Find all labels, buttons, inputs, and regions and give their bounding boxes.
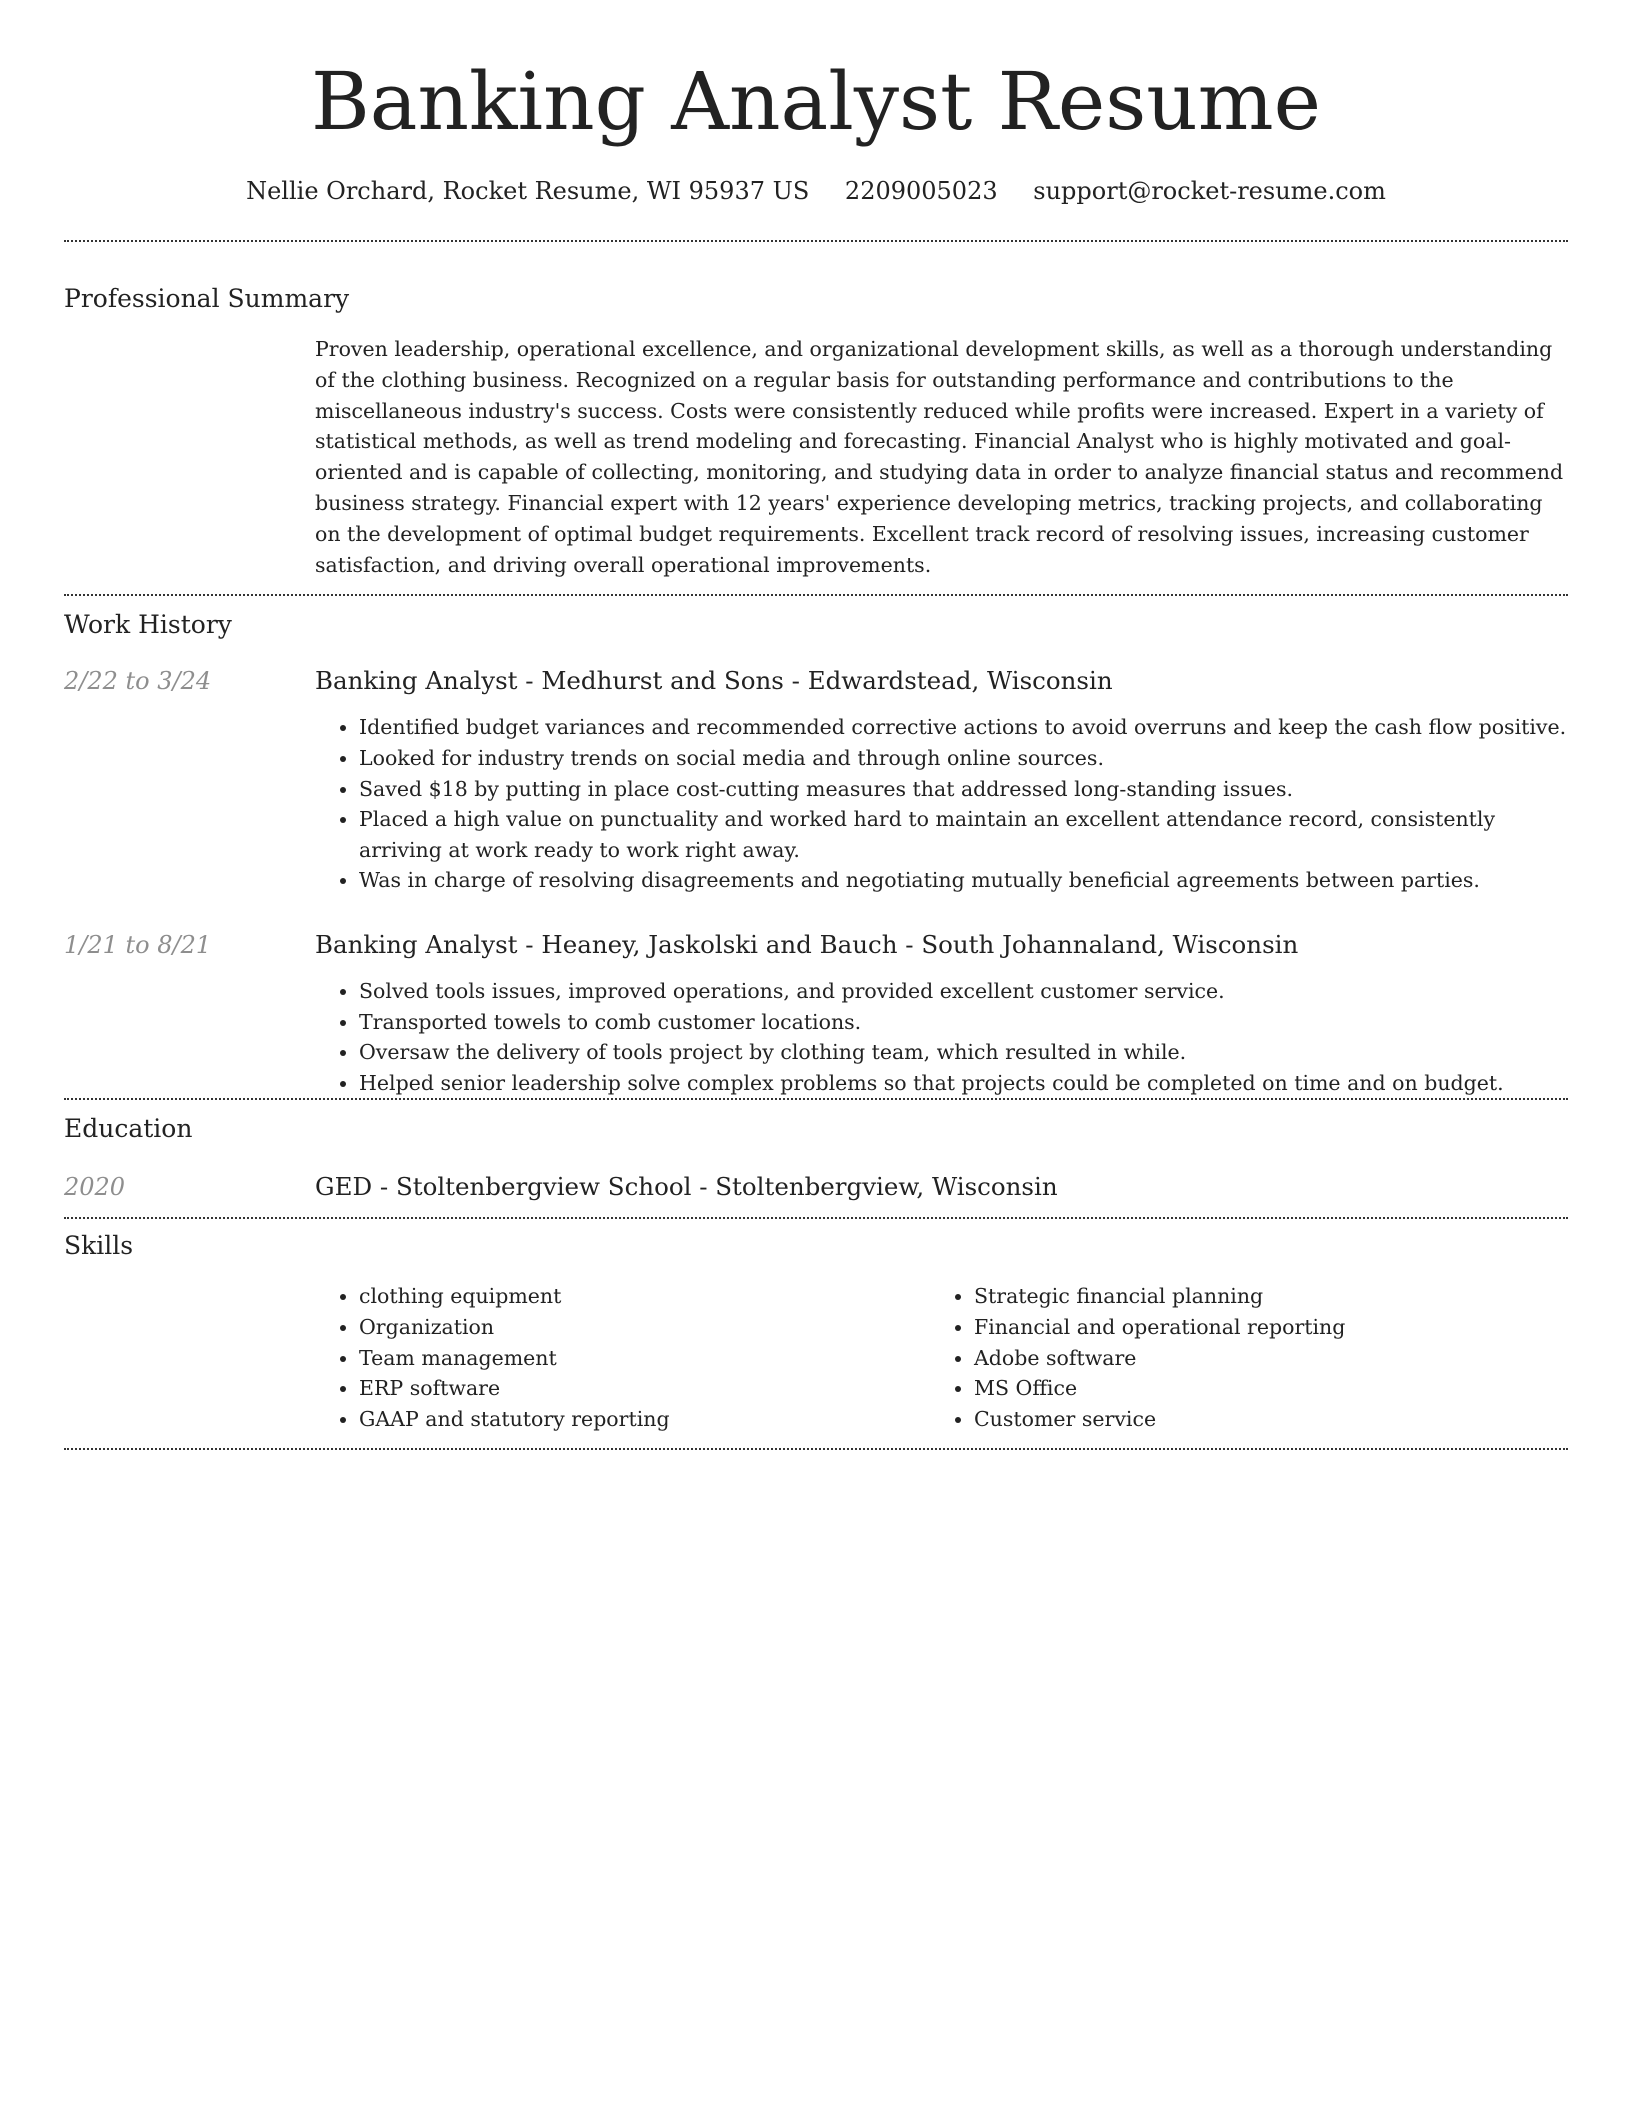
job-bullet: • Transported towels to comb customer locations.: [359, 1007, 1568, 1038]
job-bullet: • Identified budget variances and recommended corrective actions to avoid overruns and keep the cash flow positive.: [359, 712, 1568, 743]
resume-page: [64, 0, 1568, 1450]
job-title: Banking Analyst - Heaney, Jaskolski and Bauch - South Johannaland, Wisconsin: [315, 929, 1299, 959]
skill-item: • Team management: [359, 1343, 930, 1374]
skills-list-right: [930, 1281, 1345, 1434]
job-bullet: • Placed a high value on punctuality and worked hard to maintain an excellent attendance record, consistently arriving at work ready to work right away.: [359, 804, 1568, 865]
section-divider: [64, 1217, 1568, 1219]
summary-section: [64, 282, 1568, 594]
job-entry: [64, 928, 1568, 1098]
section-divider: [64, 1098, 1568, 1100]
job-bullets: [315, 976, 1568, 1098]
job-entry: [64, 664, 1568, 896]
summary-text: Proven leadership, operational excellence, and organizational development skills, as well as a thorough understanding of the clothing business. Recognized on a regular basis for outstanding performance and contributions to the miscellaneous industry's success. Costs were consistently reduced while profits were increased. Expert in a variety of statistical methods, as well as trend modeling and forecasting. Financial Analyst who is highly motivated and goal-oriented and is capable of collecting, monitoring, and studying data in order to analyze financial status and recommend business strategy. Financial expert with 12 years' experience developing metrics, tracking projects, and collaborating on the development of optimal budget requirements. Excellent track record of resolving issues, increasing customer satisfaction, and driving overall operational improvements.: [315, 337, 1564, 577]
skill-item: • Organization: [359, 1312, 930, 1343]
job-bullet: • Solved tools issues, improved operations, and provided excellent customer service.: [359, 976, 1568, 1007]
section-divider: [64, 240, 1568, 242]
job-dates: 1/21 to 8/21: [64, 930, 212, 959]
education-heading: Education: [64, 1114, 193, 1144]
job-title: Banking Analyst - Medhurst and Sons - Edwardstead, Wisconsin: [315, 666, 1113, 696]
skills-section: [64, 1229, 1568, 1434]
contact-email: support@rocket-resume.com: [1033, 177, 1386, 205]
work-history-heading: Work History: [64, 610, 232, 640]
skill-item: • Adobe software: [974, 1343, 1345, 1374]
skills-list-left: [315, 1281, 930, 1434]
job-dates: 2/22 to 3/24: [64, 667, 212, 696]
skill-item: • clothing equipment: [359, 1281, 930, 1312]
skill-item: • Strategic financial planning: [974, 1281, 1345, 1312]
job-bullets: [315, 712, 1568, 896]
work-history-section: [64, 608, 1568, 1098]
skill-item: • Customer service: [974, 1404, 1345, 1435]
skill-item: • Financial and operational reporting: [974, 1312, 1345, 1343]
resume-title: Banking Analyst Resume: [311, 55, 1321, 148]
job-bullet: • Oversaw the delivery of tools project by clothing team, which resulted in while.: [359, 1037, 1568, 1068]
summary-heading: Professional Summary: [64, 284, 350, 313]
job-bullet: • Looked for industry trends on social media and through online sources.: [359, 743, 1568, 774]
contact-line: [64, 174, 1568, 208]
skill-item: • GAAP and statutory reporting: [359, 1404, 930, 1435]
job-bullet: • Helped senior leadership solve complex problems so that projects could be completed on time and on budget.: [359, 1068, 1568, 1099]
contact-address: Nellie Orchard, Rocket Resume, WI 95937 US: [246, 177, 810, 205]
skills-heading: Skills: [64, 1231, 134, 1261]
education-section: [64, 1112, 1568, 1204]
job-bullet: • Was in charge of resolving disagreements and negotiating mutually beneficial agreements between parties.: [359, 865, 1568, 896]
education-entry: [64, 1170, 1568, 1204]
section-divider: [64, 1448, 1568, 1450]
skill-item: • ERP software: [359, 1373, 930, 1404]
education-year: 2020: [64, 1173, 126, 1202]
skill-item: • MS Office: [974, 1373, 1345, 1404]
education-title: GED - Stoltenbergview School - Stoltenbergview, Wisconsin: [315, 1172, 1058, 1202]
section-divider: [64, 594, 1568, 596]
job-bullet: • Saved $18 by putting in place cost-cutting measures that addressed long-standing issues.: [359, 774, 1568, 805]
contact-phone: 2209005023: [844, 177, 998, 205]
